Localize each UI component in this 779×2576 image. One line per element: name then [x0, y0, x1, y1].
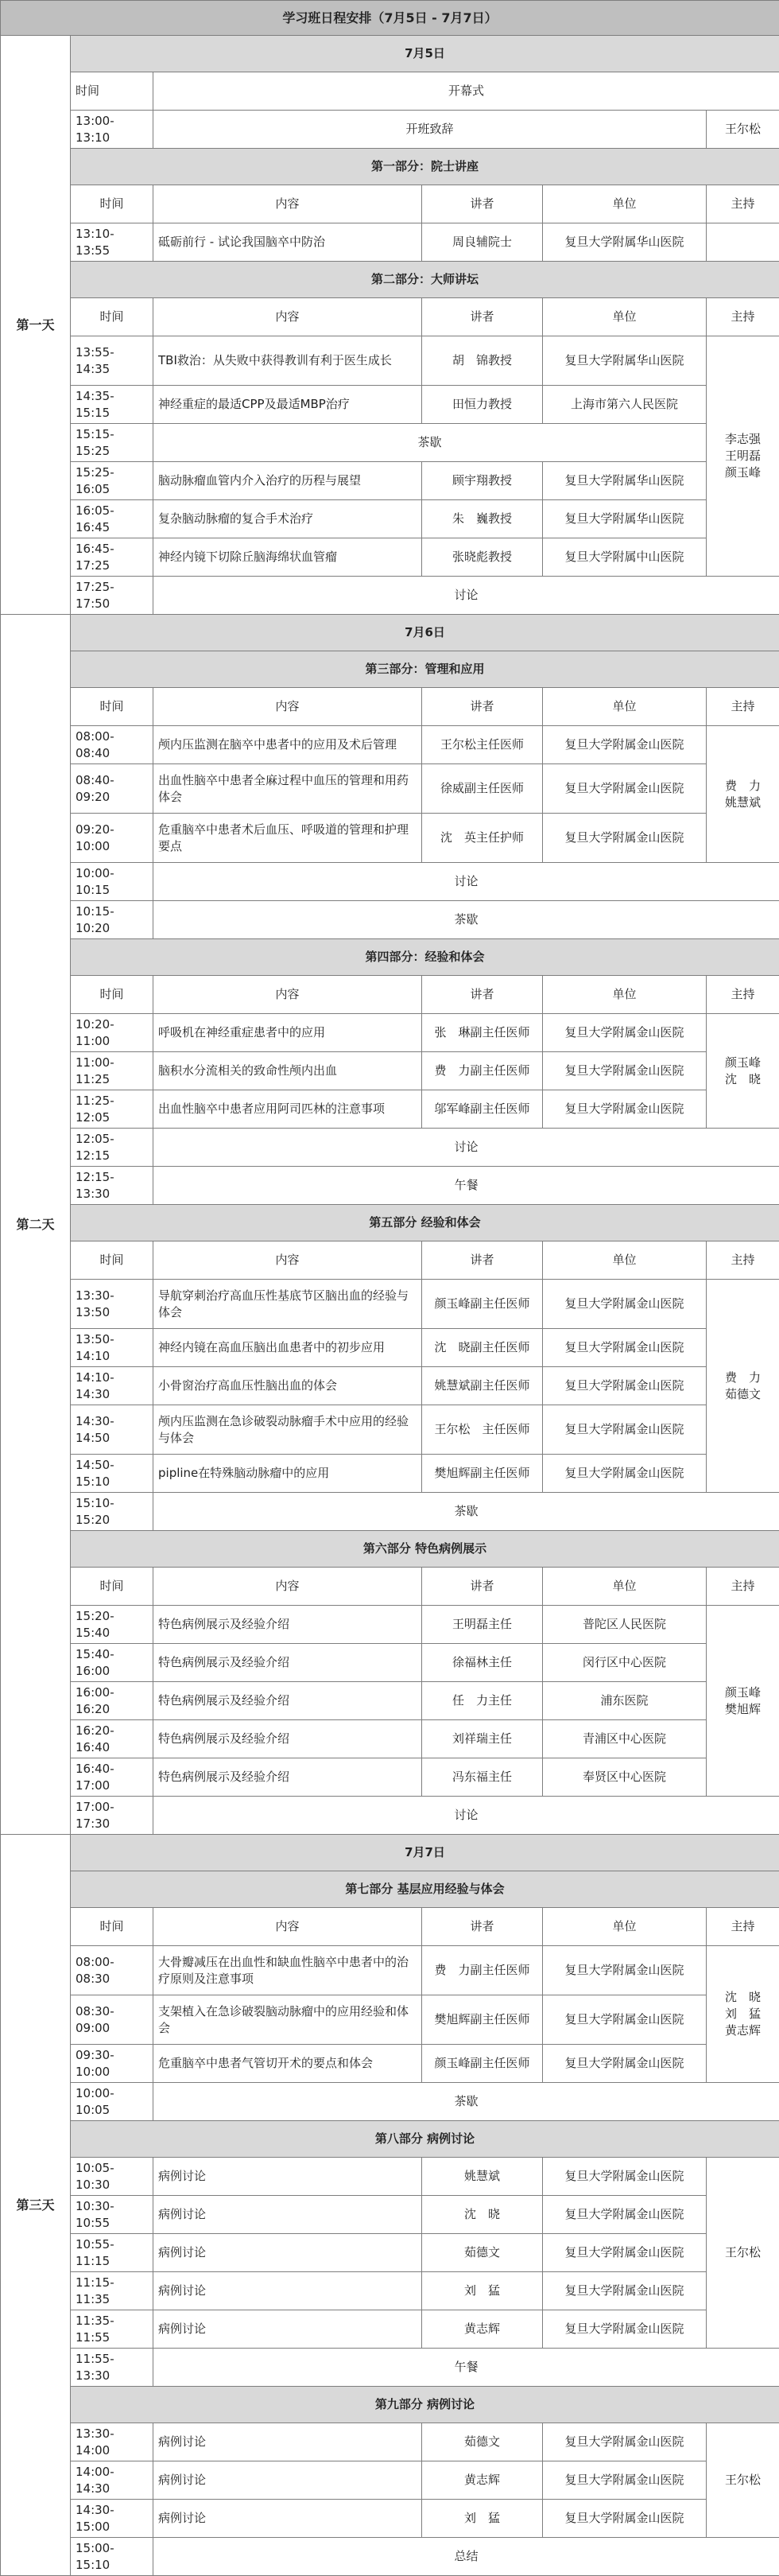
col-header-time: 时间: [71, 688, 153, 726]
time-cell: 16:00-16:20: [71, 1682, 153, 1720]
part-title: 第三部分：管理和应用: [71, 651, 779, 688]
time-cell: 10:05-10:30: [71, 2158, 153, 2196]
unit-cell: 复旦大学附属金山医院: [543, 726, 707, 764]
schedule-row: [1, 1367, 779, 1405]
speaker-cell: 张晓彪教授: [422, 538, 543, 577]
schedule-row: [1, 1682, 779, 1720]
part-title: 第一部分：院士讲座: [71, 149, 779, 185]
host-cell-empty: [707, 223, 779, 262]
part-title: 第四部分：经验和体会: [71, 939, 779, 976]
col-header-unit: 单位: [543, 976, 707, 1014]
host-cell: 沈 晓 刘 猛 黄志辉: [707, 1946, 779, 2083]
part-title: 第二部分：大师讲坛: [71, 262, 779, 298]
time-cell: 08:00-08:30: [71, 1946, 153, 1995]
speaker-cell: 王明磊主任: [422, 1606, 543, 1644]
speaker-cell: 茹德文: [422, 2234, 543, 2272]
schedule-row: [1, 336, 779, 386]
unit-cell: 复旦大学附属金山医院: [543, 814, 707, 863]
unit-cell: 复旦大学附属金山医院: [543, 1946, 707, 1995]
time-cell: 16:05-16:45: [71, 500, 153, 538]
host-cell: 费 力 茹德文: [707, 1280, 779, 1493]
time-cell: 08:30-09:00: [71, 1995, 153, 2045]
time-cell: 11:35-11:55: [71, 2310, 153, 2349]
column-header-row: [1, 298, 779, 336]
col-header-unit: 单位: [543, 185, 707, 223]
span-cell: 总结: [153, 2538, 779, 2576]
speaker-cell: 胡 锦教授: [422, 336, 543, 386]
schedule-row: [1, 1946, 779, 1995]
schedule-title: 学习班日程安排（7月5日 - 7月7日）: [1, 1, 779, 36]
content-cell: 颅内压监测在急诊破裂动脉瘤手术中应用的经验与体会: [153, 1405, 422, 1455]
schedule-row: [1, 500, 779, 538]
schedule-row: [1, 726, 779, 764]
col-header-speaker: 讲者: [422, 976, 543, 1014]
speaker-cell: 刘祥瑞主任: [422, 1720, 543, 1758]
speaker-cell: 沈 英主任护师: [422, 814, 543, 863]
span-cell: 茶歇: [153, 1493, 779, 1531]
day-date: 7月7日: [71, 1835, 779, 1871]
content-cell: 特色病例展示及经验介绍: [153, 1682, 422, 1720]
host-cell: 王尔松: [707, 111, 779, 149]
speaker-cell: 黄志辉: [422, 2310, 543, 2349]
speaker-cell: 樊旭辉副主任医师: [422, 1995, 543, 2045]
unit-cell: 普陀区人民医院: [543, 1606, 707, 1644]
col-header-unit: 单位: [543, 1568, 707, 1606]
part-title-row: [1, 149, 779, 185]
time-cell: 13:00-13:10: [71, 111, 153, 149]
unit-cell: 复旦大学附属金山医院: [543, 1280, 707, 1329]
column-header-row: [1, 1241, 779, 1280]
col-header-content: 内容: [153, 1908, 422, 1946]
host-cell: 颜玉峰 樊旭辉: [707, 1606, 779, 1797]
content-cell: 大骨瓣减压在出血性和缺血性脑卒中患者中的治疗原则及注意事项: [153, 1946, 422, 1995]
content-cell: 神经内镜在高血压脑出血患者中的初步应用: [153, 1329, 422, 1367]
schedule-row: [1, 1280, 779, 1329]
schedule-row: [1, 424, 779, 462]
time-cell: 15:25-16:05: [71, 462, 153, 500]
host-cell: 颜玉峰 沈 晓: [707, 1014, 779, 1129]
col-header-host: 主持: [707, 1568, 779, 1606]
span-cell: 讨论: [153, 577, 779, 615]
date-row: [1, 36, 779, 72]
unit-cell: 复旦大学附属金山医院: [543, 2234, 707, 2272]
unit-cell: 复旦大学附属华山医院: [543, 500, 707, 538]
span-cell: 午餐: [153, 2349, 779, 2387]
schedule-row: [1, 901, 779, 939]
schedule-row: [1, 863, 779, 901]
schedule-row: [1, 1644, 779, 1682]
speaker-cell: 姚慧斌: [422, 2158, 543, 2196]
unit-cell: 浦东医院: [543, 1682, 707, 1720]
time-cell: 14:30-14:50: [71, 1405, 153, 1455]
schedule-row: [1, 1720, 779, 1758]
schedule-row: [1, 72, 779, 111]
content-cell: 病例讨论: [153, 2310, 422, 2349]
content-cell: 病例讨论: [153, 2196, 422, 2234]
time-cell: 13:55-14:35: [71, 336, 153, 386]
schedule-row: [1, 1758, 779, 1797]
content-cell: 颅内压监测在脑卒中患者中的应用及术后管理: [153, 726, 422, 764]
schedule-row: [1, 2045, 779, 2083]
span-cell: 午餐: [153, 1167, 779, 1205]
speaker-cell: 王尔松主任医师: [422, 726, 543, 764]
schedule-row: [1, 814, 779, 863]
content-cell: 脑动脉瘤血管内介入治疗的历程与展望: [153, 462, 422, 500]
part-title: 第六部分 特色病例展示: [71, 1531, 779, 1568]
unit-cell: 复旦大学附属金山医院: [543, 1329, 707, 1367]
time-cell: 15:20-15:40: [71, 1606, 153, 1644]
schedule-row: [1, 1493, 779, 1531]
time-cell: 10:55-11:15: [71, 2234, 153, 2272]
span-cell: 茶歇: [153, 424, 707, 462]
speaker-cell: 任 力主任: [422, 1682, 543, 1720]
time-cell: 14:00-14:30: [71, 2461, 153, 2500]
schedule-row: [1, 1606, 779, 1644]
col-header-speaker: 讲者: [422, 688, 543, 726]
time-cell: 08:00-08:40: [71, 726, 153, 764]
schedule-row: [1, 1405, 779, 1455]
col-header-unit: 单位: [543, 1908, 707, 1946]
time-cell: 13:30-13:50: [71, 1280, 153, 1329]
col-header-time: 时间: [71, 185, 153, 223]
unit-cell: 复旦大学附属金山医院: [543, 1052, 707, 1090]
unit-cell: 复旦大学附属金山医院: [543, 1455, 707, 1493]
unit-cell: 复旦大学附属金山医院: [543, 2423, 707, 2461]
col-header-host: 主持: [707, 185, 779, 223]
title-row: [1, 1, 779, 36]
unit-cell: 复旦大学附属金山医院: [543, 2461, 707, 2500]
unit-cell: 复旦大学附属金山医院: [543, 2196, 707, 2234]
speaker-cell: 徐威副主任医师: [422, 764, 543, 814]
speaker-cell: 费 力副主任医师: [422, 1946, 543, 1995]
time-cell: 10:00-10:15: [71, 863, 153, 901]
unit-cell: 上海市第六人民医院: [543, 386, 707, 424]
span-cell: 开幕式: [153, 72, 779, 111]
unit-cell: 复旦大学附属金山医院: [543, 1367, 707, 1405]
day-label: 第二天: [1, 615, 71, 1835]
schedule-row: [1, 223, 779, 262]
col-header-host: 主持: [707, 976, 779, 1014]
speaker-cell: 朱 巍教授: [422, 500, 543, 538]
time-cell: 12:15-13:30: [71, 1167, 153, 1205]
unit-cell: 复旦大学附属金山医院: [543, 1995, 707, 2045]
content-cell: 病例讨论: [153, 2500, 422, 2538]
col-header-time: 时间: [71, 1568, 153, 1606]
schedule-row: [1, 2500, 779, 2538]
part-title-row: [1, 2387, 779, 2423]
part-title-row: [1, 1871, 779, 1908]
speaker-cell: 冯东福主任: [422, 1758, 543, 1797]
content-cell: 支架植入在急诊破裂脑动脉瘤中的应用经验和体会: [153, 1995, 422, 2045]
unit-cell: 复旦大学附属金山医院: [543, 2500, 707, 2538]
speaker-cell: 沈 晓副主任医师: [422, 1329, 543, 1367]
unit-cell: 复旦大学附属金山医院: [543, 2158, 707, 2196]
col-header-speaker: 讲者: [422, 298, 543, 336]
time-cell: 15:10-15:20: [71, 1493, 153, 1531]
content-cell: 危重脑卒中患者术后血压、呼吸道的管理和护理要点: [153, 814, 422, 863]
part-title-row: [1, 651, 779, 688]
col-header-speaker: 讲者: [422, 1908, 543, 1946]
col-header-host: 主持: [707, 688, 779, 726]
unit-cell: 复旦大学附属金山医院: [543, 2310, 707, 2349]
col-header-content: 内容: [153, 1241, 422, 1280]
col-header-time: 时间: [71, 1908, 153, 1946]
schedule-row: [1, 111, 779, 149]
col-header-time: 时间: [71, 976, 153, 1014]
speaker-cell: 王尔松 主任医师: [422, 1405, 543, 1455]
schedule-row: [1, 764, 779, 814]
time-cell: 10:20-11:00: [71, 1014, 153, 1052]
part-title-row: [1, 2121, 779, 2158]
content-cell: 病例讨论: [153, 2234, 422, 2272]
content-cell: 小骨窗治疗高血压性脑出血的体会: [153, 1367, 422, 1405]
column-header-row: [1, 1568, 779, 1606]
time-cell: 08:40-09:20: [71, 764, 153, 814]
time-cell: 15:15-15:25: [71, 424, 153, 462]
schedule-row: [1, 2461, 779, 2500]
schedule-row: [1, 386, 779, 424]
unit-cell: 复旦大学附属金山医院: [543, 2272, 707, 2310]
speaker-cell: 刘 猛: [422, 2500, 543, 2538]
column-header-row: [1, 185, 779, 223]
content-cell: 神经内镜下切除丘脑海绵状血管瘤: [153, 538, 422, 577]
time-cell: 12:05-12:15: [71, 1129, 153, 1167]
part-title: 第七部分 基层应用经验与体会: [71, 1871, 779, 1908]
speaker-cell: 田恒力教授: [422, 386, 543, 424]
col-header-content: 内容: [153, 976, 422, 1014]
day-label: 第一天: [1, 36, 71, 615]
content-cell: TBI救治：从失败中获得教训有利于医生成长: [153, 336, 422, 386]
unit-cell: 复旦大学附属华山医院: [543, 462, 707, 500]
content-cell: 复杂脑动脉瘤的复合手术治疗: [153, 500, 422, 538]
speaker-cell: 周良辅院士: [422, 223, 543, 262]
schedule-row: [1, 2196, 779, 2234]
speaker-cell: 邬军峰副主任医师: [422, 1090, 543, 1129]
time-cell: 10:30-10:55: [71, 2196, 153, 2234]
content-cell: 出血性脑卒中患者应用阿司匹林的注意事项: [153, 1090, 422, 1129]
schedule-row: [1, 1329, 779, 1367]
col-header-host: 主持: [707, 1241, 779, 1280]
schedule-row: [1, 2349, 779, 2387]
content-cell: 特色病例展示及经验介绍: [153, 1606, 422, 1644]
time-cell: 17:25-17:50: [71, 577, 153, 615]
time-cell: 15:00-15:10: [71, 2538, 153, 2576]
speaker-cell: 沈 晓: [422, 2196, 543, 2234]
span-cell: 讨论: [153, 1797, 779, 1835]
span-cell: 开班致辞: [153, 111, 707, 149]
span-cell: 讨论: [153, 1129, 779, 1167]
host-cell: 李志强 王明磊 颜玉峰: [707, 336, 779, 577]
unit-cell: 复旦大学附属金山医院: [543, 1090, 707, 1129]
time-cell: 13:30-14:00: [71, 2423, 153, 2461]
time-cell: 14:30-15:00: [71, 2500, 153, 2538]
span-cell: 讨论: [153, 863, 779, 901]
host-cell: 王尔松: [707, 2423, 779, 2538]
time-cell: 11:00-11:25: [71, 1052, 153, 1090]
col-header-content: 内容: [153, 688, 422, 726]
part-title-row: [1, 1205, 779, 1241]
unit-cell: 复旦大学附属华山医院: [543, 336, 707, 386]
time-cell: 09:20-10:00: [71, 814, 153, 863]
unit-cell: 青浦区中心医院: [543, 1720, 707, 1758]
speaker-cell: 茹德文: [422, 2423, 543, 2461]
content-cell: 特色病例展示及经验介绍: [153, 1758, 422, 1797]
time-cell: 时间: [71, 72, 153, 111]
speaker-cell: 姚慧斌副主任医师: [422, 1367, 543, 1405]
time-cell: 14:50-15:10: [71, 1455, 153, 1493]
time-cell: 11:55-13:30: [71, 2349, 153, 2387]
part-title-row: [1, 939, 779, 976]
time-cell: 16:40-17:00: [71, 1758, 153, 1797]
schedule-row: [1, 1014, 779, 1052]
unit-cell: 复旦大学附属金山医院: [543, 1014, 707, 1052]
content-cell: 危重脑卒中患者气管切开术的要点和体会: [153, 2045, 422, 2083]
part-title: 第九部分 病例讨论: [71, 2387, 779, 2423]
content-cell: 砥砺前行 - 试论我国脑卒中防治: [153, 223, 422, 262]
time-cell: 11:15-11:35: [71, 2272, 153, 2310]
speaker-cell: 颜玉峰副主任医师: [422, 1280, 543, 1329]
content-cell: 脑积水分流相关的致命性颅内出血: [153, 1052, 422, 1090]
col-header-content: 内容: [153, 185, 422, 223]
schedule-row: [1, 1167, 779, 1205]
part-title: 第五部分 经验和体会: [71, 1205, 779, 1241]
schedule-row: [1, 1995, 779, 2045]
content-cell: 病例讨论: [153, 2272, 422, 2310]
col-header-speaker: 讲者: [422, 1568, 543, 1606]
content-cell: 导航穿刺治疗高血压性基底节区脑出血的经验与体会: [153, 1280, 422, 1329]
col-header-host: 主持: [707, 298, 779, 336]
schedule-row: [1, 1797, 779, 1835]
speaker-cell: 张 琳副主任医师: [422, 1014, 543, 1052]
schedule-row: [1, 2272, 779, 2310]
unit-cell: 奉贤区中心医院: [543, 1758, 707, 1797]
col-header-speaker: 讲者: [422, 185, 543, 223]
time-cell: 15:40-16:00: [71, 1644, 153, 1682]
schedule-row: [1, 538, 779, 577]
span-cell: 茶歇: [153, 2083, 779, 2121]
content-cell: 特色病例展示及经验介绍: [153, 1644, 422, 1682]
time-cell: 17:00-17:30: [71, 1797, 153, 1835]
date-row: [1, 1835, 779, 1871]
col-header-unit: 单位: [543, 298, 707, 336]
speaker-cell: 刘 猛: [422, 2272, 543, 2310]
part-title: 第八部分 病例讨论: [71, 2121, 779, 2158]
speaker-cell: 徐福林主任: [422, 1644, 543, 1682]
unit-cell: 复旦大学附属中山医院: [543, 538, 707, 577]
part-title-row: [1, 262, 779, 298]
day-date: 7月5日: [71, 36, 779, 72]
unit-cell: 复旦大学附属金山医院: [543, 764, 707, 814]
schedule-row: [1, 2083, 779, 2121]
schedule-row: [1, 1052, 779, 1090]
time-cell: 09:30-10:00: [71, 2045, 153, 2083]
column-header-row: [1, 1908, 779, 1946]
schedule-row: [1, 462, 779, 500]
col-header-content: 内容: [153, 1568, 422, 1606]
span-cell: 茶歇: [153, 901, 779, 939]
col-header-unit: 单位: [543, 1241, 707, 1280]
unit-cell: 复旦大学附属华山医院: [543, 223, 707, 262]
schedule-row: [1, 1129, 779, 1167]
content-cell: pipline在特殊脑动脉瘤中的应用: [153, 1455, 422, 1493]
time-cell: 13:10-13:55: [71, 223, 153, 262]
content-cell: 病例讨论: [153, 2423, 422, 2461]
unit-cell: 复旦大学附属金山医院: [543, 2045, 707, 2083]
col-header-host: 主持: [707, 1908, 779, 1946]
content-cell: 出血性脑卒中患者全麻过程中血压的管理和用药体会: [153, 764, 422, 814]
time-cell: 14:10-14:30: [71, 1367, 153, 1405]
speaker-cell: 费 力副主任医师: [422, 1052, 543, 1090]
speaker-cell: 黄志辉: [422, 2461, 543, 2500]
speaker-cell: 颜玉峰副主任医师: [422, 2045, 543, 2083]
time-cell: 10:15-10:20: [71, 901, 153, 939]
time-cell: 10:00-10:05: [71, 2083, 153, 2121]
schedule-row: [1, 2158, 779, 2196]
schedule-row: [1, 1455, 779, 1493]
unit-cell: 闵行区中心医院: [543, 1644, 707, 1682]
speaker-cell: 樊旭辉副主任医师: [422, 1455, 543, 1493]
col-header-unit: 单位: [543, 688, 707, 726]
unit-cell: 复旦大学附属金山医院: [543, 1405, 707, 1455]
day-date: 7月6日: [71, 615, 779, 651]
host-cell: 王尔松: [707, 2158, 779, 2349]
col-header-speaker: 讲者: [422, 1241, 543, 1280]
schedule-row: [1, 577, 779, 615]
schedule-row: [1, 2538, 779, 2576]
column-header-row: [1, 688, 779, 726]
content-cell: 病例讨论: [153, 2158, 422, 2196]
content-cell: 特色病例展示及经验介绍: [153, 1720, 422, 1758]
col-header-time: 时间: [71, 1241, 153, 1280]
column-header-row: [1, 976, 779, 1014]
schedule-row: [1, 2310, 779, 2349]
date-row: [1, 615, 779, 651]
content-cell: 呼吸机在神经重症患者中的应用: [153, 1014, 422, 1052]
content-cell: 病例讨论: [153, 2461, 422, 2500]
schedule-row: [1, 1090, 779, 1129]
col-header-content: 内容: [153, 298, 422, 336]
time-cell: 16:20-16:40: [71, 1720, 153, 1758]
time-cell: 14:35-15:15: [71, 386, 153, 424]
content-cell: 神经重症的最适CPP及最适MBP治疗: [153, 386, 422, 424]
col-header-time: 时间: [71, 298, 153, 336]
day-label: 第三天: [1, 1835, 71, 2576]
time-cell: 13:50-14:10: [71, 1329, 153, 1367]
speaker-cell: 顾宇翔教授: [422, 462, 543, 500]
time-cell: 16:45-17:25: [71, 538, 153, 577]
host-cell: 费 力 姚慧斌: [707, 726, 779, 863]
time-cell: 11:25-12:05: [71, 1090, 153, 1129]
part-title-row: [1, 1531, 779, 1568]
schedule-row: [1, 2234, 779, 2272]
